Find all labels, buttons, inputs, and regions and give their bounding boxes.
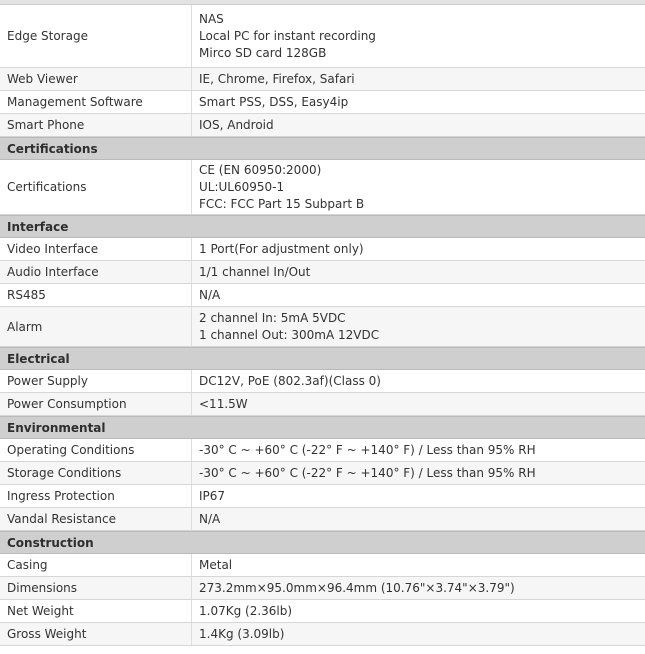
spec-label: Alarm xyxy=(0,307,192,346)
spec-label: Power Supply xyxy=(0,370,192,392)
spec-label: Ingress Protection xyxy=(0,485,192,507)
spec-row xyxy=(0,370,645,393)
spec-value xyxy=(192,307,645,346)
spec-value-line: CE (EN 60950:2000) xyxy=(199,162,322,177)
spec-value-line: N/A xyxy=(199,511,221,526)
spec-label: Smart Phone xyxy=(0,114,192,136)
spec-label: Audio Interface xyxy=(0,261,192,283)
spec-row xyxy=(0,554,645,577)
spec-value xyxy=(192,91,645,113)
spec-label: Power Consumption xyxy=(0,393,192,415)
spec-row xyxy=(0,160,645,215)
spec-value-line: UL:UL60950-1 xyxy=(199,179,285,194)
spec-value xyxy=(192,160,645,214)
spec-value-line: <11.5W xyxy=(199,396,248,411)
spec-value xyxy=(192,261,645,283)
spec-value xyxy=(192,462,645,484)
spec-row xyxy=(0,623,645,646)
spec-value xyxy=(192,393,645,415)
spec-row xyxy=(0,261,645,284)
spec-value-line: 1.07Kg (2.36lb) xyxy=(199,603,293,618)
spec-value xyxy=(192,238,645,260)
spec-value-line: IOS, Android xyxy=(199,117,274,132)
spec-value xyxy=(192,508,645,530)
spec-value xyxy=(192,554,645,576)
spec-row xyxy=(0,393,645,416)
spec-value xyxy=(192,5,645,67)
section-header: Interface xyxy=(0,215,645,238)
spec-row xyxy=(0,238,645,261)
spec-row xyxy=(0,5,645,68)
spec-label: Management Software xyxy=(0,91,192,113)
spec-value-line: 273.2mm×95.0mm×96.4mm (10.76"×3.74"×3.79") xyxy=(199,580,515,595)
spec-value-line: 1 Port(For adjustment only) xyxy=(199,241,364,256)
spec-value-line: Mirco SD card 128GB xyxy=(199,45,327,60)
spec-label: RS485 xyxy=(0,284,192,306)
spec-label: Certifications xyxy=(0,160,192,214)
spec-value-line: DC12V, PoE (802.3af)(Class 0) xyxy=(199,373,381,388)
spec-value xyxy=(192,284,645,306)
spec-row xyxy=(0,485,645,508)
spec-row xyxy=(0,284,645,307)
spec-label: Web Viewer xyxy=(0,68,192,90)
spec-value xyxy=(192,370,645,392)
spec-value-line: Metal xyxy=(199,557,233,572)
spec-row xyxy=(0,462,645,485)
spec-row xyxy=(0,68,645,91)
spec-value-line: N/A xyxy=(199,287,221,302)
spec-label: Gross Weight xyxy=(0,623,192,645)
spec-value-line: 1 channel Out: 300mA 12VDC xyxy=(199,327,380,342)
spec-value xyxy=(192,68,645,90)
spec-row xyxy=(0,91,645,114)
spec-row xyxy=(0,307,645,347)
spec-label: Net Weight xyxy=(0,600,192,622)
spec-row xyxy=(0,577,645,600)
spec-value xyxy=(192,623,645,645)
spec-value xyxy=(192,485,645,507)
section-header: Certifications xyxy=(0,137,645,160)
spec-value-line: IE, Chrome, Firefox, Safari xyxy=(199,71,355,86)
spec-value-line: FCC: FCC Part 15 Subpart B xyxy=(199,196,365,211)
spec-label: Dimensions xyxy=(0,577,192,599)
spec-value-line: -30° C ~ +60° C (-22° F ~ +140° F) / Less than 95% RH xyxy=(199,465,536,480)
spec-value-line: -30° C ~ +60° C (-22° F ~ +140° F) / Less than 95% RH xyxy=(199,442,536,457)
section-header: Electrical xyxy=(0,347,645,370)
spec-label: Storage Conditions xyxy=(0,462,192,484)
spec-value-line: Smart PSS, DSS, Easy4ip xyxy=(199,94,349,109)
spec-value-line: 1.4Kg (3.09lb) xyxy=(199,626,285,641)
spec-value-line: IP67 xyxy=(199,488,226,503)
spec-value xyxy=(192,577,645,599)
spec-label: Vandal Resistance xyxy=(0,508,192,530)
spec-value xyxy=(192,114,645,136)
spec-value-line: NAS xyxy=(199,11,224,26)
spec-value-line: 1/1 channel In/Out xyxy=(199,264,311,279)
spec-row xyxy=(0,439,645,462)
spec-value-line: 2 channel In: 5mA 5VDC xyxy=(199,310,346,325)
spec-label: Operating Conditions xyxy=(0,439,192,461)
spec-label: Casing xyxy=(0,554,192,576)
spec-label: Edge Storage xyxy=(0,5,192,67)
spec-row xyxy=(0,600,645,623)
section-header: Environmental xyxy=(0,416,645,439)
spec-row xyxy=(0,114,645,137)
spec-value xyxy=(192,439,645,461)
spec-label: Video Interface xyxy=(0,238,192,260)
spec-value-line: Local PC for instant recording xyxy=(199,28,376,43)
spec-value xyxy=(192,600,645,622)
section-header: Construction xyxy=(0,531,645,554)
spec-row xyxy=(0,508,645,531)
